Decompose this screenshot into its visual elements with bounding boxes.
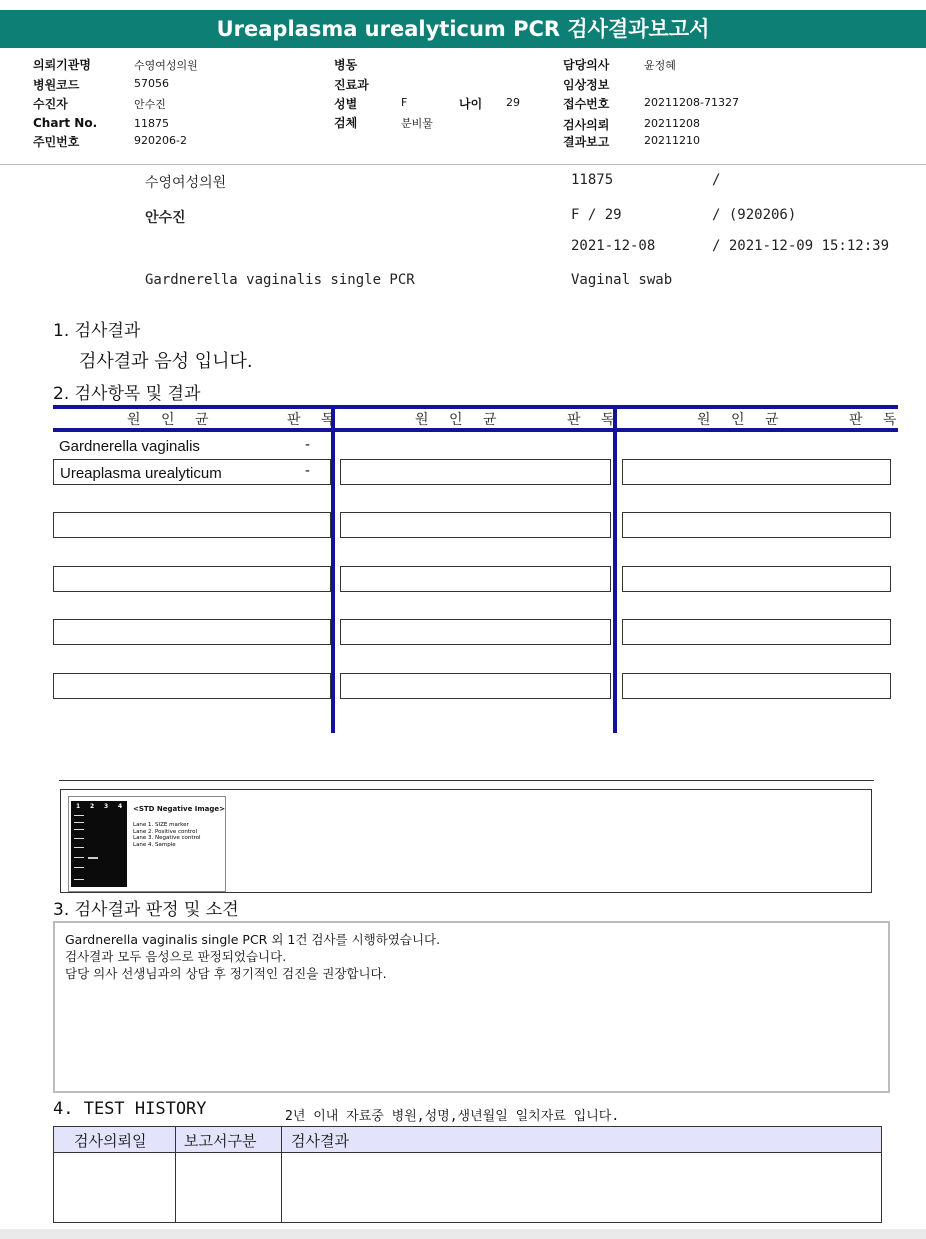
table-row xyxy=(340,512,611,538)
history-note: 2년 이내 자료중 병원,성명,생년월일 일치자료 입니다. xyxy=(285,1109,620,1124)
col-pathogen-1: 원 인 균 xyxy=(127,412,217,428)
history-col-result: 검사결과 xyxy=(291,1132,349,1150)
specimen-value: 분비물 xyxy=(401,117,433,130)
report-value: 20211210 xyxy=(644,134,700,147)
table-row xyxy=(340,673,611,699)
table-row xyxy=(622,566,891,592)
gel-band xyxy=(74,829,84,830)
col-judge-2: 판 독 xyxy=(567,412,623,428)
history-col-date: 검사의뢰일 xyxy=(74,1132,147,1150)
gel-panel xyxy=(60,789,872,893)
table-row xyxy=(622,459,891,485)
summary-slash: / xyxy=(712,172,721,188)
header-divider xyxy=(0,164,926,165)
patient-value: 안수진 xyxy=(134,98,166,111)
table-row xyxy=(53,566,331,592)
table-row xyxy=(340,566,611,592)
doctor-label: 담당의사 xyxy=(563,58,610,72)
gel-title: <STD Negative Image> xyxy=(133,805,226,813)
chart-value: 11875 xyxy=(134,117,169,130)
opinion-line: 담당 의사 선생님과의 상담 후 정기적인 검진을 권장합니다. xyxy=(65,966,387,981)
gel-band xyxy=(74,879,84,880)
gel-band xyxy=(74,815,84,816)
col-pathogen-3: 원 인 균 xyxy=(697,412,787,428)
gel-band xyxy=(74,867,84,868)
summary-test-name: Gardnerella vaginalis single PCR xyxy=(145,272,415,288)
opinion-line: 검사결과 모두 음성으로 판정되었습니다. xyxy=(65,949,287,964)
section1-text: 검사결과 음성 입니다. xyxy=(79,351,253,372)
hospital-code-label: 병원코드 xyxy=(33,78,80,92)
summary-birth: / (920206) xyxy=(712,207,797,223)
lane-number: 4 xyxy=(118,803,123,810)
lane-number: 1 xyxy=(76,803,81,810)
table-row xyxy=(622,673,891,699)
table-row xyxy=(53,673,331,699)
summary-patient: 안수진 xyxy=(145,210,186,226)
history-header xyxy=(54,1127,881,1153)
summary-datetime: / 2021-12-09 15:12:39 xyxy=(712,238,890,254)
row1-pathogen: Gardnerella vaginalis xyxy=(59,438,200,455)
col-judge-1: 판 독 xyxy=(287,412,343,428)
row1-result: - xyxy=(305,436,310,453)
institution-label: 의뢰기관명 xyxy=(33,58,91,72)
gel-image xyxy=(68,796,226,892)
section3-title: 3. 검사결과 판정 및 소견 xyxy=(53,900,239,920)
request-label: 검사의뢰 xyxy=(563,118,610,132)
summary-chart: 11875 xyxy=(571,172,614,188)
id-label: 주민번호 xyxy=(33,135,80,149)
summary-specimen: Vaginal swab xyxy=(571,272,673,288)
lane-number: 3 xyxy=(104,803,109,810)
id-value: 920206-2 xyxy=(134,134,187,147)
summary-date: 2021-12-08 xyxy=(571,238,656,254)
lane-number: 2 xyxy=(90,803,95,810)
table-row xyxy=(622,512,891,538)
section1-title: 1. 검사결과 xyxy=(53,321,141,341)
chart-label: Chart No. xyxy=(33,116,98,130)
report-title: Ureaplasma urealyticum PCR 검사결과보고서 xyxy=(0,10,926,48)
sex-label: 성별 xyxy=(334,97,358,111)
gel-lane-item: Lane 3. Negative control xyxy=(133,835,201,841)
section2-title: 2. 검사항목 및 결과 xyxy=(53,384,201,404)
summary-institution: 수영여성의원 xyxy=(145,175,227,191)
history-col-type: 보고서구분 xyxy=(184,1132,257,1150)
specimen-label: 검체 xyxy=(334,116,358,130)
gel-band xyxy=(74,838,84,839)
gel-band xyxy=(74,822,84,823)
clinical-label: 임상정보 xyxy=(563,78,610,92)
receipt-value: 20211208-71327 xyxy=(644,96,739,109)
receipt-label: 접수번호 xyxy=(563,97,610,111)
gel-lane-item: Lane 1. SIZE marker xyxy=(133,822,189,828)
table-row xyxy=(53,619,331,645)
hospital-code-value: 57056 xyxy=(134,77,169,90)
age-label: 나이 xyxy=(459,97,483,111)
page-bottom-strip xyxy=(0,1229,926,1239)
institution-value: 수영여성의원 xyxy=(134,59,198,72)
row2-result: - xyxy=(305,462,310,479)
request-value: 20211208 xyxy=(644,117,700,130)
history-col-divider xyxy=(175,1127,176,1222)
row2-pathogen: Ureaplasma urealyticum xyxy=(60,465,222,482)
gel-band xyxy=(74,857,84,858)
section4-title: 4. TEST HISTORY xyxy=(53,1099,207,1119)
opinion-box xyxy=(53,921,890,1093)
gel-band-positive xyxy=(88,857,98,859)
col-judge-3: 판 독 xyxy=(849,412,905,428)
table-row xyxy=(340,459,611,485)
gel-band xyxy=(74,847,84,848)
gel-lane-item: Lane 4. Sample xyxy=(133,841,176,848)
ward-label: 병동 xyxy=(334,58,358,72)
gel-lane-legend xyxy=(133,822,201,848)
report-label: 결과보고 xyxy=(563,135,610,149)
history-col-divider xyxy=(281,1127,282,1222)
opinion-line: Gardnerella vaginalis single PCR 외 1건 검사를 시행하였습니다. xyxy=(65,932,441,947)
gel-divider xyxy=(59,780,874,781)
table-row xyxy=(53,512,331,538)
age-value: 29 xyxy=(506,96,520,109)
gel-strip xyxy=(71,801,127,887)
table-row xyxy=(622,619,891,645)
summary-sex-age: F / 29 xyxy=(571,207,622,223)
table-col-divider-2 xyxy=(613,405,617,733)
patient-label: 수진자 xyxy=(33,97,68,111)
gel-lane-item: Lane 2. Positive control xyxy=(133,828,198,835)
dept-label: 진료과 xyxy=(334,78,369,92)
sex-value: F xyxy=(401,96,408,109)
table-col-divider-1 xyxy=(331,405,335,733)
col-pathogen-2: 원 인 균 xyxy=(415,412,505,428)
table-row xyxy=(340,619,611,645)
history-table xyxy=(53,1126,882,1223)
doctor-value: 윤정혜 xyxy=(644,59,676,72)
